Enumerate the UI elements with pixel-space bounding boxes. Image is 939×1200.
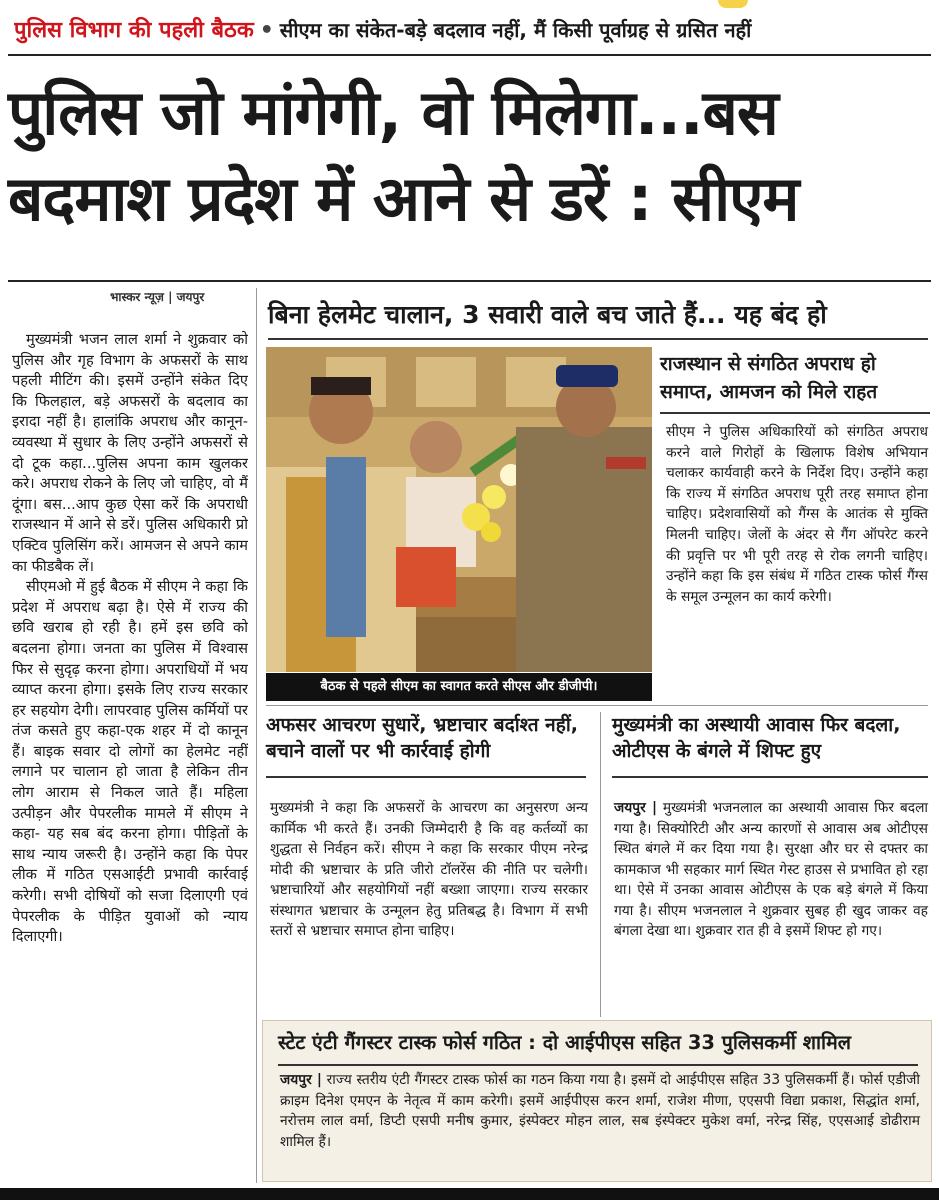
column-separator xyxy=(256,288,257,1183)
kicker-summary: सीएम का संकेत-बड़े बदलाव नहीं, मैं किसी पूर्वाग्रह से ग्रसित नहीं xyxy=(279,18,752,42)
byline: भास्कर न्यूज़ | जयपुर xyxy=(110,290,205,304)
left-paragraph-1: मुख्यमंत्री भजन लाल शर्मा ने शुक्रवार को पुलिस और गृह विभाग के अफसरों के साथ पहली मीटिंग की। इसमें उन्होंने संकेत दिए कि फिलहाल, बड़े अफसरों के बदलाव का इरादा नहीं है। हालांकि अपराध और कानून-व्यवस्था में सुधार के लिए उन्होंने अफसरों से दो टूक कहा...पुलिस अपना काम खुलकर करे। अपराध रोकने के लिए जो चाहिए, वो मैं दूंगा। बस...आप कुछ ऐसा करें कि अपराधी राजस्थान में आने से डरें। पुलिस अधिकारी प्रो एक्टिव पुलिसिंग करें। आमजन से अपने काम का फीडबैक लें। xyxy=(12,331,248,575)
story-organized-crime-body: सीएम ने पुलिस अधिकारियों को संगठित अपराध करने वाले गिरोहों के खिलाफ विशेष अभियान चलाकर कार्यवाही करने के निर्देश दिए। उन्होंने कहा कि राज्य में संगठित अपराध पूरी तरह समाप्त होना चाहिए। प्रदेशवासियों को गैंग्स के आतंक से मुक्ति मिलनी चाहिए। जेलों के अंदर से गैंग ऑपरेट करने की प्रवृत्ति पर भी पूरी तरह से रोक लगनी चाहिए। उन्होंने कहा कि इस संबंध में गठित टास्क फोर्स गैंग्स के समूल उन्मूलन का कार्य करेगी। xyxy=(666,424,928,605)
decorative-sun-graphic xyxy=(718,0,748,8)
headline-line-2: बदमाश प्रदेश में आने से डरें : सीएम xyxy=(8,162,799,235)
story-residence-dateline: जयपुर | xyxy=(614,800,658,816)
story-organized-crime-title: राजस्थान से संगठित अपराध हो समाप्त, आमजन को मिले राहत xyxy=(660,350,930,414)
story-residence-body xyxy=(614,798,928,942)
headline-rule xyxy=(8,280,931,282)
section-separator xyxy=(266,705,928,706)
photo-illustration xyxy=(266,347,652,672)
column-separator-2 xyxy=(600,712,601,1017)
main-headline xyxy=(8,70,933,242)
story-corruption-title: अफसर आचरण सुधारें, भ्रष्टाचार बर्दाश्त नहीं, बचाने वालों पर भी कार्रवाई होगी xyxy=(266,712,586,778)
taskforce-text: राज्य स्तरीय एंटी गैंगस्टर टास्क फोर्स का गठन किया गया है। इसमें दो आईपीएस सहित 33 पुलिसकर्मी हैं। फोर्स एडीजी क्राइम दिनेश एमएन के नेतृत्व में काम करेगी। इसमें आईपीएस करन शर्मा, राजेश मीणा, एएसपी विद्या प्रकाश, सिद्धांत शर्मा, नरोत्तम लाल वर्मा, डिप्टी एसपी मनीष कुमार, इंस्पेक्टर मोहन लाल, सब इंस्पेक्टर मुकेश वर्मा, नरेन्द्र सिंह, एएसआई डोढीराम शामिल हैं। xyxy=(280,1072,920,1150)
kicker-bullet: • xyxy=(259,18,274,43)
headline-line-1: पुलिस जो मांगेगी, वो मिलेगा...बस xyxy=(8,76,778,149)
kicker-section-label: पुलिस विभाग की पहली बैठक xyxy=(14,18,254,43)
photo-caption: बैठक से पहले सीएम का स्वागत करते सीएस और डीजीपी। xyxy=(266,673,652,701)
story-corruption-body: मुख्यमंत्री ने कहा कि अफसरों के आचरण का अनुसरण अन्य कार्मिक भी करते हैं। उनकी जिम्मेदारी है कि वह कर्तव्यों का शुद्धता से निर्वहन करें। सीएम ने कहा कि सरकार पीएम नरेन्द्र मोदी की भ्रष्टाचार के प्रति जीरो टॉलरेंस की नीति पर चलेगी। भ्रष्टाचारियों और सहयोगियों नहीं बख्शा जाएगा। राज्य सरकार संस्थागत भ्रष्टाचार के उन्मूलन हेतु प्रतिबद्ध है। विभाग में सभी स्तरों से भ्रष्टाचार समाप्त होना चाहिए। xyxy=(270,800,588,939)
left-column-story xyxy=(12,330,248,1180)
left-paragraph-2: सीएमओ में हुई बैठक में सीएम ने कहा कि प्रदेश में अपराध बढ़ा है। ऐसे में राज्य की छवि खराब हो रही है। हमें इस छवि को बदलना होगा। जनता का पुलिस में विश्वास फिर से सुदृढ़ करना होगा। अपराधियों में भय व्याप्त करना होगा। इसके लिए राज्य सरकार हर सहयोग देगी। लापरवाह पुलिस कर्मियों पर तंज कसते हुए कहा-एक शहर में दो कानून हैं। बाइक सवार दो लोगों का हेलमेट नहीं लगाने पर चालान हो जाता है लेकिन तीन लोग आराम से निकल जाते हैं। महिला उत्पीड़न और पेपरलीक मामले में सीएम ने कहा- यह सब बंद करना होगा। पीड़ितों के साथ न्याय जरूरी है। उन्होंने कहा कि पेपर लीक में गठित एसआईटी प्रभावी कार्रवाई करेगी। सभी दोषियों को सजा दिलाएगी एवं पेपरलीक के पीड़ित युवाओं को न्याय दिलाएगी। xyxy=(12,578,248,946)
story-residence-title: मुख्यमंत्री का अस्थायी आवास फिर बदला, ओटीएस के बंगले में शिफ्ट हुए xyxy=(612,712,928,778)
news-photo xyxy=(266,347,652,672)
taskforce-title: स्टेट एंटी गैंगस्टर टास्क फोर्स गठित : दो आईपीएस सहित 33 पुलिसकर्मी शामिल xyxy=(278,1028,918,1066)
kicker-line xyxy=(14,10,929,50)
top-rule xyxy=(8,54,931,56)
bottom-bar xyxy=(0,1188,939,1200)
taskforce-dateline: जयपुर | xyxy=(280,1072,322,1088)
story-residence-text: मुख्यमंत्री भजनलाल का अस्थायी आवास फिर बदला गया है। सिक्योरिटी और अन्य कारणों से आवास अब ओटीएस स्थित बंगले में कर दिया गया है। सुरक्षा और घर से दफ्तर का कामकाज भी सहकार मार्ग स्थित गेस्ट हाउस से प्रभावित हो रहा था। ऐसे में उनका आवास ओटीएस के एक बड़े बंगले में किया गया है। सीएम भजनलाल ने शुक्रवार सुबह ही खुद जाकर वह बंगला देखा था। शुक्रवार रात ही वे इसमें शिफ्ट हो गए। xyxy=(614,800,929,939)
subheadline: बिना हेलमेट चालान, 3 सवारी वाले बच जाते हैं... यह बंद हो xyxy=(268,292,928,340)
taskforce-body xyxy=(280,1070,920,1152)
